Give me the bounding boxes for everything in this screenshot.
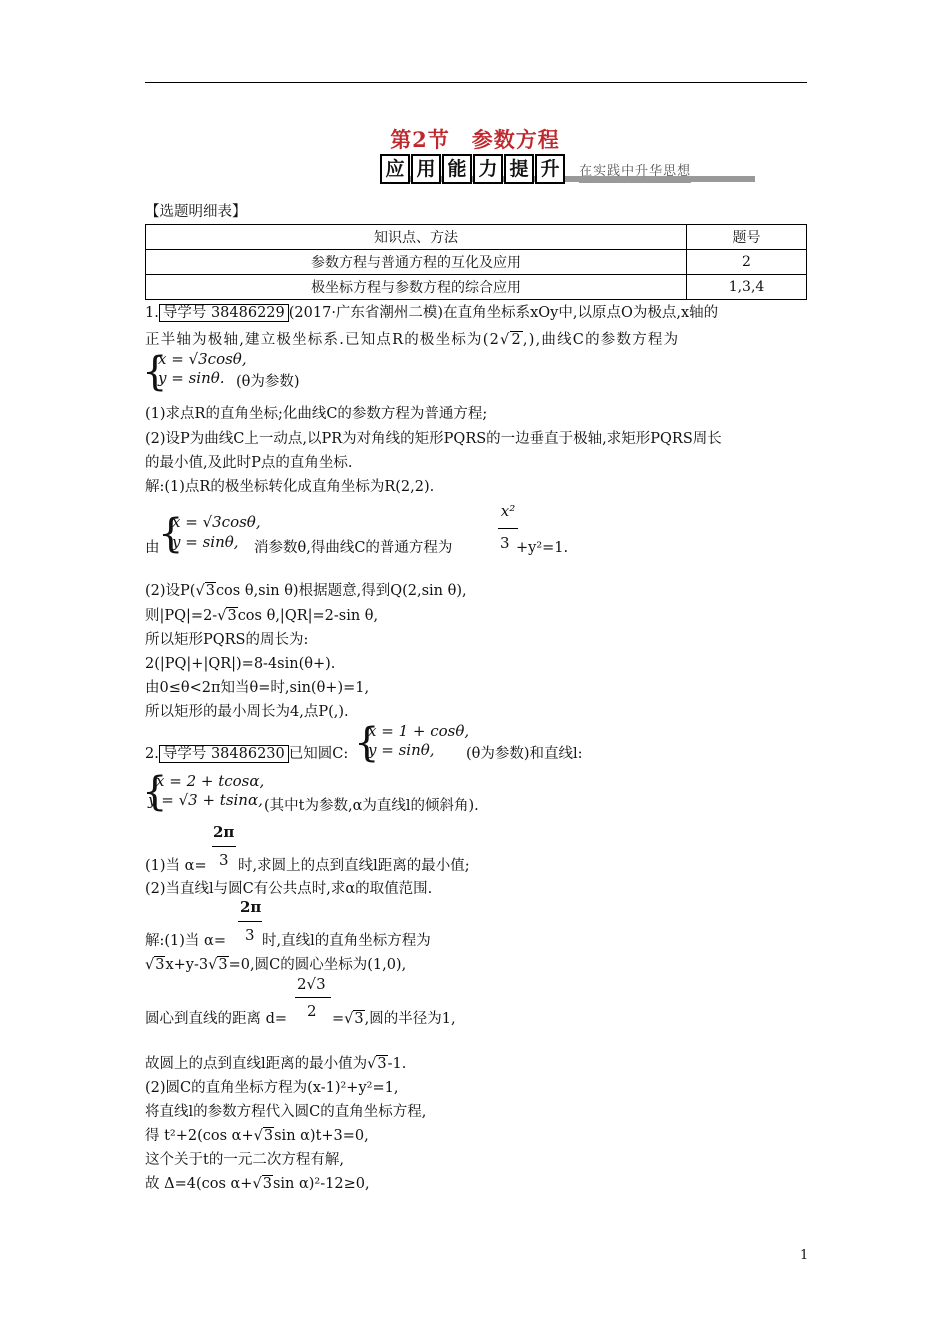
q1-part2b: 的最小值,及此时P点的直角坐标. [145,455,353,471]
q2-frac-num: 2π [213,823,235,841]
q2-eq2: y = sinθ, [368,741,435,759]
banner-char: 升 [535,154,565,184]
s2-line3a: 圆心到直线的距离 d= [145,1011,288,1027]
q1-line-a: 1. 导学号 38486229 (2017·广东省潮州二模)在直角坐标系xOy中,以原点O为极点,x轴的 [145,305,719,321]
q1-eq2: y = sinθ. [158,369,225,387]
frac-bar [212,846,236,847]
banner-char: 提 [504,154,534,184]
frac-bar [295,997,331,998]
brace: { [354,720,380,766]
s2-line8: 这个关于t的一元二次方程有解, [145,1152,344,1168]
s2-frac-den: 2 [307,1002,317,1020]
brace: { [142,349,168,395]
s1-eq1: x = √3cosθ, [172,513,261,531]
banner-slogan: 在实践中升华思想 [579,160,691,183]
s1-line5: 所以矩形PQRS的周长为: [145,632,309,648]
table-row [146,275,807,300]
banner-char: 能 [442,154,472,184]
q1-param: (θ为参数) [236,374,300,390]
s2-frac-num: 2√3 [297,975,326,993]
q2-line-c: (其中t为参数,α为直线l的倾斜角). [264,798,479,814]
table-header-row [146,225,807,250]
banner-char: 力 [473,154,503,184]
s2-line2: √3x+y-3√3=0,圆C的圆心坐标为(1,0), [145,957,407,973]
q2-eq4: y = √3 + tsinα, [148,791,263,809]
q2-part1a: (1)当 α= [145,858,207,874]
table-cell: 1,3,4 [687,275,807,300]
s2-frac-num: 2π [240,898,262,916]
s1-frac-num: x² [500,502,516,520]
s2-line9: 故 Δ=4(cos α+√3sin α)²-12≥0, [145,1176,370,1192]
topic-table [145,224,807,300]
q2-line-b: (θ为参数)和直线l: [466,746,583,762]
s1-line1: 解:(1)点R的极坐标转化成直角坐标为R(2,2). [145,479,435,495]
table-header: 知识点、方法 [146,225,687,250]
page-number: 1 [800,1248,809,1263]
s2-line4: 故圆上的点到直线l距离的最小值为√3-1. [145,1056,407,1072]
q1-line-b: 正半轴为极轴,建立极坐标系.已知点R的极坐标为(2√2,),曲线C的参数方程为 [145,332,680,348]
table-caption: 【选题明细表】 [145,204,247,220]
q1-part1: (1)求点R的直角坐标;化曲线C的参数方程为普通方程; [145,406,488,422]
q2-part1b: 时,求圆上的点到直线l距离的最小值; [238,858,470,874]
q2-id: 导学号 38486230 [159,745,289,763]
q2-frac-den: 3 [219,851,229,869]
banner-char: 应 [380,154,410,184]
q2-eq3: x = 2 + tcosα, [156,772,265,790]
s1-you: 由 [145,540,160,556]
s1-line6: 2(|PQ|+|QR|)=8-4sin(θ+). [145,656,336,672]
s2-line7: 得 t²+2(cos α+√3sin α)t+3=0, [145,1128,369,1144]
q2-eq1: x = 1 + cosθ, [368,722,470,740]
q1-id: 导学号 38486229 [159,304,289,322]
s1-frac-den: 3 [500,534,510,552]
frac-bar [498,528,518,529]
s2-line1b: 时,直线l的直角坐标方程为 [262,933,431,949]
s1-eq2: y = sinθ, [172,533,239,551]
s1-line3: (2)设P(√3cos θ,sin θ)根据题意,得到Q(2,sin θ), [145,583,467,599]
q1-part2a: (2)设P为曲线C上一动点,以PR为对角线的矩形PQRS的一边垂直于极轴,求矩形PQRS周长 [145,431,722,447]
table-cell: 2 [687,250,807,275]
header-rule [145,82,807,83]
s1-line8: 所以矩形的最小周长为4,点P(,). [145,704,349,720]
table-row [146,250,807,275]
brace: { [142,769,168,815]
brace: { [158,511,184,557]
s1-line7: 由0≤θ<2π知当θ=时,sin(θ+)=1, [145,680,370,696]
section-title: 第2节 参数方程 [390,127,560,152]
s1-line4: 则|PQ|=2-√3cos θ,|QR|=2-sin θ, [145,608,379,624]
q2-line-a: 2. 导学号 38486230 已知圆C: [145,746,349,762]
table-cell: 参数方程与普通方程的互化及应用 [146,250,687,275]
s2-frac-den: 3 [245,926,255,944]
table-header: 题号 [687,225,807,250]
frac-bar [238,921,262,922]
s1-line2b: +y²=1. [516,540,569,556]
s2-line1a: 解:(1)当 α= [145,933,226,949]
s1-line2: 消参数θ,得曲线C的普通方程为 [254,540,453,556]
q1-eq1: x = √3cosθ, [158,350,247,368]
s2-line5: (2)圆C的直角坐标方程为(x-1)²+y²=1, [145,1080,399,1096]
q2-part2: (2)当直线l与圆C有公共点时,求α的取值范围. [145,881,433,897]
s2-line6: 将直线l的参数方程代入圆C的直角坐标方程, [145,1104,427,1120]
banner [380,154,691,184]
s2-line3b: =√3,圆的半径为1, [332,1011,456,1027]
table-cell: 极坐标方程与参数方程的综合应用 [146,275,687,300]
banner-char: 用 [411,154,441,184]
